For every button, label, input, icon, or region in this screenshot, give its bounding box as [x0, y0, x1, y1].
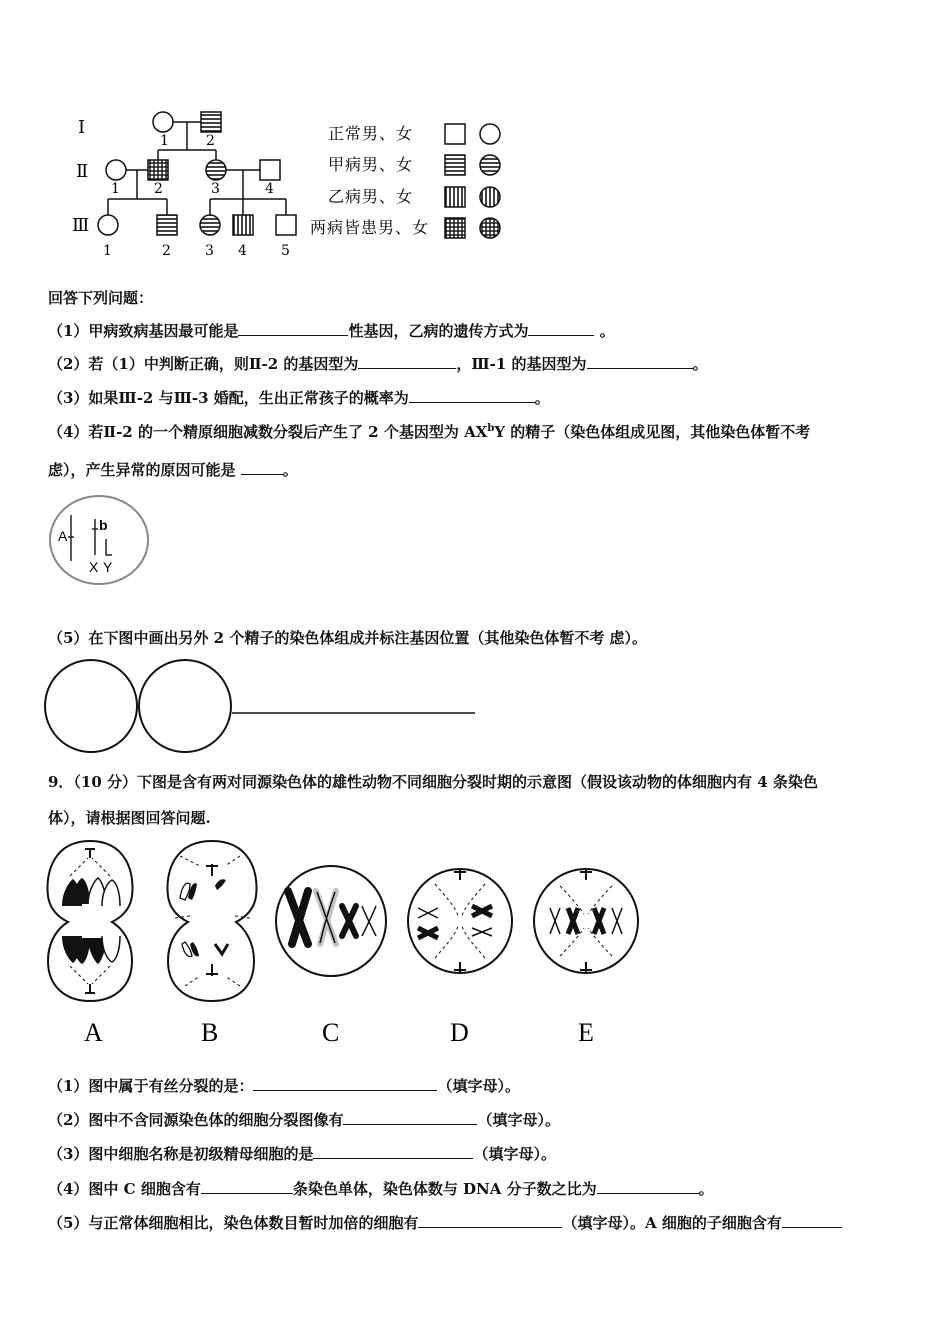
cell-label-e: E: [578, 1018, 594, 1047]
legend-both-female: [480, 218, 500, 238]
chromosome-label-y: Y: [103, 559, 113, 575]
cell-c: [276, 866, 386, 976]
answer-blank[interactable]: [409, 388, 535, 403]
pedigree-number: 5: [281, 243, 290, 259]
pedigree-II1-normal-female: [106, 160, 126, 180]
cell-a: [47, 841, 132, 1001]
pedigree-number: 2: [162, 243, 171, 259]
answer-blank[interactable]: [358, 354, 456, 369]
pedigree-II2-both-male: [148, 160, 168, 180]
pedigree-III3-disease-a-female: [200, 215, 220, 235]
answer-blank[interactable]: [418, 1213, 562, 1228]
q8-sub1: （1）甲病致病基因最可能是 性基因，乙病的遗传方式为 。: [48, 322, 615, 340]
q9-sub3: （3）图中细胞名称是初级精母细胞的是 （填字母）。: [48, 1145, 556, 1163]
answer-blank[interactable]: [587, 354, 693, 369]
sperm-drawing-circle-2: [139, 660, 231, 752]
answer-blank[interactable]: [241, 460, 283, 475]
generation-label-2: Ⅱ: [76, 161, 89, 182]
q8-sub4-line2: 虑），产生异常的原因可能是 。: [48, 461, 298, 479]
q9-heading-line2: 体），请根据图回答问题.: [48, 809, 211, 827]
cell-b: [168, 841, 257, 1001]
pedigree-number: 1: [111, 181, 120, 197]
pedigree-II4-normal-male: [260, 160, 280, 180]
pedigree-III1-normal-female: [98, 215, 118, 235]
pedigree-number: 4: [265, 181, 274, 197]
pedigree-II3-disease-a-female: [206, 160, 226, 180]
cell-label-b: B: [201, 1018, 219, 1047]
q8-sub2: （2）若（1）中判断正确，则Ⅱ-2 的基因型为 ，Ⅲ-1 的基因型为 。: [48, 355, 708, 373]
q9-sub5: （5）与正常体细胞相比，染色体数目暂时加倍的细胞有 （填字母）。A 细胞的子细胞含有: [48, 1212, 842, 1233]
pedigree-III4-disease-b-male: [233, 215, 253, 235]
cell-label-a: A: [84, 1018, 103, 1047]
sperm-drawing-area[interactable]: [44, 656, 484, 756]
legend-both-male: [445, 218, 465, 238]
q9-heading: 9．（10 分）下图是含有两对同源染色体的雄性动物不同细胞分裂时期的示意图（假设该动物的体细胞内有 4 条染色: [48, 773, 818, 791]
legend-disease-b-female: [480, 187, 500, 207]
gene-label-a: A: [58, 528, 68, 544]
answer-blank[interactable]: [343, 1110, 477, 1125]
q8-sub4-line1: （4）若Ⅱ-2 的一个精原细胞减数分裂后产生了 2 个基因型为 $AX^bY$ 的精子（染色体组成见图，其他染色体暂不考: [48, 423, 811, 441]
pedigree-III2-disease-a-male: [157, 215, 177, 235]
q8-intro: 回答下列问题：: [48, 289, 154, 307]
answer-blank[interactable]: [238, 321, 348, 336]
pedigree-number: 1: [103, 243, 112, 259]
answer-blank[interactable]: [782, 1213, 842, 1228]
answer-blank[interactable]: [528, 321, 594, 336]
sperm-drawing-circle-1: [45, 660, 137, 752]
answer-blank[interactable]: [201, 1179, 293, 1194]
q9-sub4: （4）图中 C 细胞含有 条染色单体，染色体数与 DNA 分子数之比为 。: [48, 1180, 714, 1198]
legend-label: 两病皆患男、女: [310, 218, 430, 237]
legend-disease-a-male: [445, 155, 465, 175]
legend-normal-female: [480, 124, 500, 144]
pedigree-number: 3: [205, 243, 214, 259]
pedigree-number: 1: [160, 133, 169, 149]
pedigree-number: 2: [206, 133, 215, 149]
pedigree-chart: [60, 105, 510, 265]
legend-normal-male: [445, 124, 465, 144]
gene-label-b: b: [99, 517, 108, 533]
answer-blank[interactable]: [253, 1076, 437, 1091]
q8-sub5: （5）在下图中画出另外 2 个精子的染色体组成并标注基因位置（其他染色体暂不考 虑）。: [48, 629, 648, 647]
cell-e: [534, 869, 638, 973]
answer-blank[interactable]: [313, 1144, 473, 1159]
chromosome-label-x: X: [89, 559, 99, 575]
cell-label-c: C: [322, 1018, 340, 1047]
cell-d: [408, 869, 512, 973]
pedigree-number: 3: [211, 181, 220, 197]
sperm-chromosome-figure: [46, 493, 152, 587]
q8-sub3: （3）如果Ⅲ-2 与Ⅲ-3 婚配，生出正常孩子的概率为 。: [48, 389, 550, 407]
pedigree-I1-normal-female: [153, 112, 173, 132]
pedigree-I2-disease-a-male: [201, 112, 221, 132]
cell-label-d: D: [450, 1018, 469, 1047]
pedigree-number: 2: [154, 181, 163, 197]
legend-label: 乙病男、女: [328, 187, 414, 206]
generation-label-3: Ⅲ: [72, 215, 90, 236]
legend-label: 甲病男、女: [328, 155, 414, 174]
pedigree-III5-normal-male: [276, 215, 296, 235]
q9-sub1: （1）图中属于有丝分裂的是： （填字母）。: [48, 1077, 520, 1095]
legend-disease-b-male: [445, 187, 465, 207]
legend-label: 正常男、女: [328, 124, 414, 143]
legend-disease-a-female: [480, 155, 500, 175]
answer-blank[interactable]: [597, 1179, 699, 1194]
pedigree-number: 4: [238, 243, 247, 259]
cell-division-figure: [40, 836, 650, 1051]
generation-label-1: Ⅰ: [78, 117, 86, 138]
pedigree-legend: [310, 124, 500, 238]
q9-sub2: （2）图中不含同源染色体的细胞分裂图像有 （填字母）。: [48, 1111, 560, 1129]
